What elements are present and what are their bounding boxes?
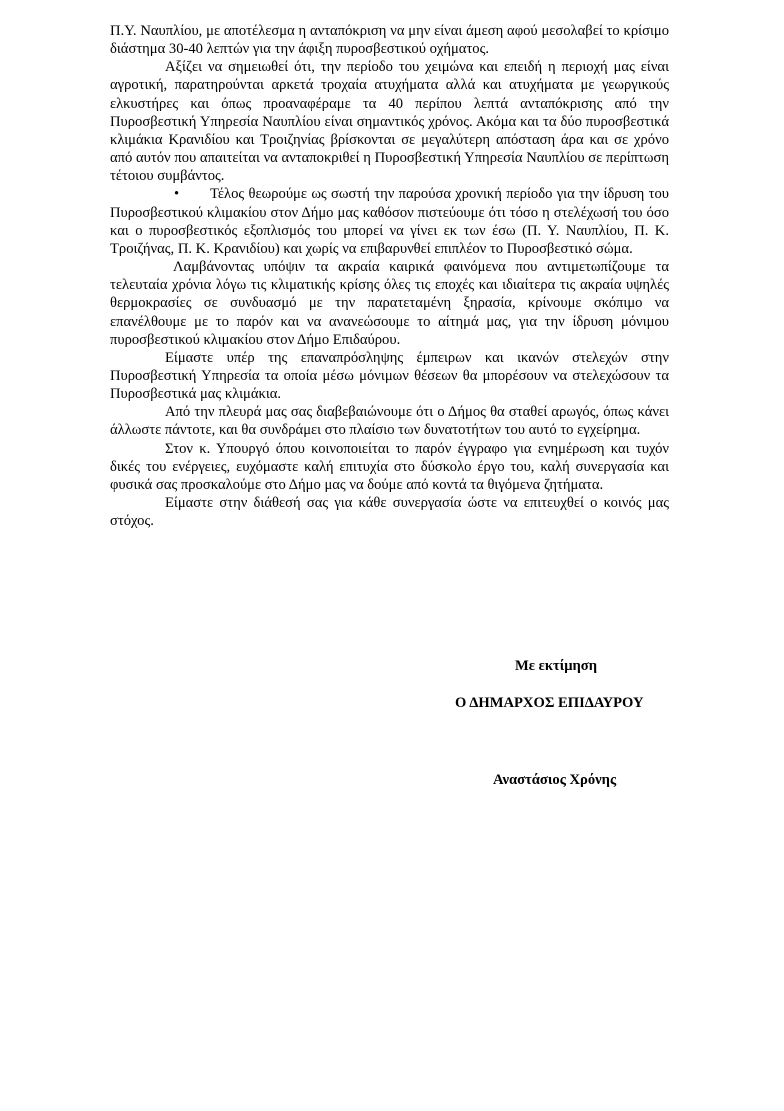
signature-greeting: Με εκτίμηση (515, 658, 598, 674)
paragraph-minister: Στον κ. Υπουργό όπου κοινοποιείται το παρόν έγγραφο για ενημέρωση και τυχόν δικές του ενέργειες, ευχόμαστε καλή επιτυχία στο δύσκολο έργο του, καλή συνεργασία και φυσικά σας προσκαλούμε στο Δήμο μας να δούμε από κοντά τα θιγόμενα ζητήματα. (110, 440, 669, 493)
letter-body (110, 22, 669, 530)
paragraph-winter-accidents: Αξίζει να σημειωθεί ότι, την περίοδο του χειμώνα και επειδή η περιοχή μας είναι αγροτική, παρατηρούνται αρκετά τροχαία ατυχήματα αλλά και ατυχήματα με γεωργικούς ελκυστήρες και όπως προαναφέραμε τα 40 περίπου λεπτά ανταπόκρισης από την Πυροσβεστική Υπηρεσία Ναυπλίου είναι σημαντικός χρόνος. Ακόμα και τα δύο πυροσβεστικά κλιμάκια Κρανιδίου και Τροιζηνίας βρίσκονται σε μεγαλύτερη απόσταση άρα και σε χρόνο από αυτόν που απαιτείται να ανταποκριθεί η Πυροσβεστική Υπηρεσία Ναυπλίου σε περίπτωση τέτοιου συμβάντος. (110, 59, 669, 185)
paragraph-response-time: Π.Υ. Ναυπλίου, με αποτέλεσμα η ανταπόκριση να μην είναι άμεση αφού μεσολαβεί το κρίσιμο διάστημα 30-40 λεπτών για την άφιξη πυροσβεστικού οχήματος. (110, 23, 669, 58)
paragraph-timing: Τέλος θεωρούμε ως σωστή την παρούσα χρονική περίοδο για την ίδρυση του Πυροσβεστικού κλιμακίου στον Δήμο μας καθόσον πιστεύουμε ότι τόσο η στελέχωσή του όσο και ο πυροσβεστικός εξοπλισμός του μπορεί να γίνει εκ των έσω (Π. Υ. Ναυπλίου, Π. Κ. Τροιζήνας, Π. Κ. Κρανιδίου) και χωρίς να επιβαρυνθεί επιπλέον το Πυροσβεστικό σώμα. (110, 186, 669, 257)
bullet-paragraph-timing (110, 185, 669, 258)
bullet-icon: • (174, 186, 180, 203)
paragraph-rehiring: Είμαστε υπέρ της επαναπρόσληψης έμπειρων και ικανών στελεχών στην Πυροσβεστική Υπηρεσία τα οποία μέσω μόνιμων θέσεων θα μπορέσουν να στελεχώσουν τα Πυροσβεστικά μας κλιμάκια. (110, 349, 669, 403)
signature-title: Ο ΔΗΜΑΡΧΟΣ ΕΠΙΔΑΥΡΟΥ (455, 695, 644, 711)
paragraph-municipality-support: Από την πλευρά μας σας διαβεβαιώνουμε ότι ο Δήμος θα σταθεί αρωγός, όπως κάνει άλλωστε πάντοτε, και θα συνδράμει στο πλαίσιο των δυνατοτήτων του αυτό το εγχείρημα. (110, 404, 669, 439)
signature-name: Αναστάσιος Χρόνης (493, 772, 617, 788)
paragraph-climate: Λαμβάνοντας υπόψιν τα ακραία καιρικά φαινόμενα που αντιμετωπίζουμε τα τελευταία χρόνια λόγω τις κλιματικής κρίσης όλες τις εποχές και ιδιαίτερα τις ακραία υψηλές θερμοκρασίες σε συνδυασμό με την παρατεταμένη ξηρασία, κρίνουμε σκόπιμο να επανέλθουμε με το παρόν και να ανανεώσουμε το αίτημά μας, για την ίδρυση μόνιμου πυροσβεστικού κλιμακίου στον Δήμο Επιδαύρου. (110, 259, 669, 348)
paragraph-cooperation: Είμαστε στην διάθεσή σας για κάθε συνεργασία ώστε να επιτευχθεί ο κοινός μας στόχος. (110, 495, 669, 530)
